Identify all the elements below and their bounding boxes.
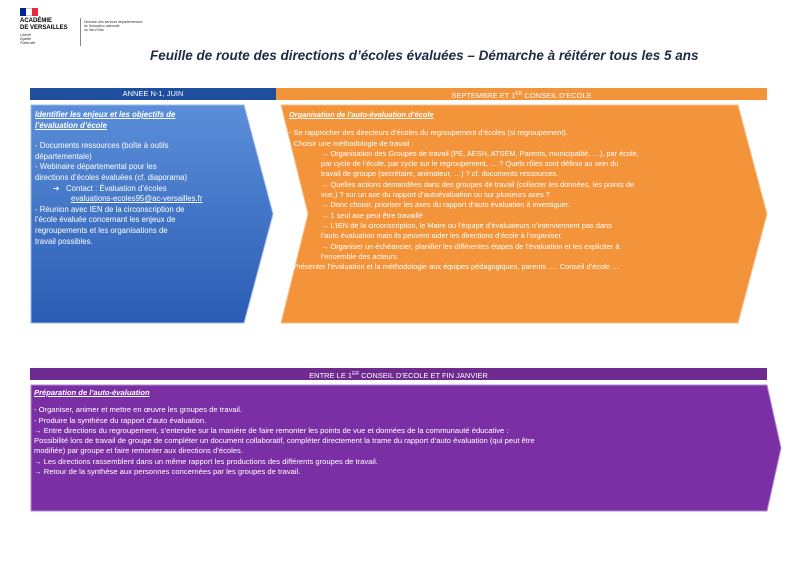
banner-septembre xyxy=(276,88,767,100)
orange-sub-line: → Quelles actions demandées dans des groupes de travail (collecter les données, les points de xyxy=(321,179,635,189)
orange-heading: Organisation de l’auto-évaluation d’école xyxy=(289,110,434,119)
orange-sub-line: → 1 seul axe peut être travaillé xyxy=(321,210,423,220)
blue-heading-2: l’évaluation d’école xyxy=(35,120,107,130)
orange-sub-line: → Organiser un échéancier, planifier les différentes étapes de l’évaluation et les expliciter à xyxy=(321,241,620,251)
purple-line: → Les directions rassemblent dans un même rapport les productions des différents groupes de travail. xyxy=(34,456,378,466)
purple-line: → Retour de la synthèse aux personnes concernées par les groupes de travail. xyxy=(34,467,301,477)
purple-line: - Produire la synthèse du rapport d’auto évaluation. xyxy=(34,415,207,425)
blue-line: départementale) xyxy=(35,151,92,161)
blue-line: travail possibles. xyxy=(35,236,93,246)
banner-conseil-janvier xyxy=(30,368,767,380)
orange-sub-line: par cycle de l’école, par cycle sur le regroupement, … ? Quels rôles sont définis au sein du xyxy=(321,159,619,169)
banner-purple-sup: ER xyxy=(352,371,360,377)
logo-title: ACADÉMIE DE VERSAILLES xyxy=(20,18,68,31)
academie-logo xyxy=(20,8,150,56)
orange-sub-line: travail de groupe (secrétaire, animateur, …) ? cf. documents ressources. xyxy=(321,169,559,179)
blue-line: directions d’écoles évaluées (cf. diaporama) xyxy=(35,172,188,182)
orange-line: - Se rapprocher des directeurs d’écoles du regroupement d’écoles (si regroupement). xyxy=(289,128,568,138)
banner-septembre-main: SEPTEMBRE ET 1 xyxy=(451,91,516,100)
banner-septembre-sup: ER xyxy=(515,91,523,97)
purple-line: - Organiser, animer et mettre en œuvre les groupes de travail. xyxy=(34,405,243,415)
banner-annee-juin: ANNEE N-1, JUIN xyxy=(30,88,276,100)
logo-direction: Direction des services départementaux de l'éducation nationale du Val-d'Oise xyxy=(84,20,143,32)
purple-line: Possibilité lors de travail de groupe de compléter un document collaboratif, compléter directement la trame du rapport d’auto évaluation (qui peut être xyxy=(34,436,535,446)
blue-line: - Webinaire départemental pour les xyxy=(35,162,157,172)
blue-line: regroupements et les organisations de xyxy=(35,225,168,235)
orange-sub-line: l’ensemble des acteurs. xyxy=(321,251,399,261)
logo-divider xyxy=(80,18,81,46)
orange-line: - Présenter l’évaluation et la méthodologie aux équipes pédagogiques, parents …. Conseil d’école … xyxy=(289,262,620,272)
blue-line: l’école évaluée concernant les enjeux de xyxy=(35,215,176,225)
purple-line: → Entre directions du regroupement, s’entendre sur la manière de faire remonter les points de vue et données de la communauté éducative : xyxy=(34,425,509,435)
blue-line: - Réunion avec IEN de la circonscription de xyxy=(35,204,185,214)
orange-sub-line: vue,) ? sur un axe du rapport d’autoévaluation ou sur plusieurs axes ? xyxy=(321,190,550,200)
purple-line: modifiée) par groupe et faire remonter aux directions d’écoles. xyxy=(34,446,243,456)
orange-sub-line: → Donc choisir, prioriser les axes du rapport d’auto évaluation à investiguer. xyxy=(321,200,570,210)
contact-email-link[interactable]: evaluations-ecoles95@ac-versailles.fr xyxy=(71,194,203,204)
banner-purple-rest: CONSEIL D’ECOLE ET FIN JANVIER xyxy=(359,371,488,380)
box-organisation-autoevaluation xyxy=(280,104,768,324)
contact-label: Contact : Évaluation d’écoles xyxy=(66,183,167,193)
orange-sub-line: → L’IEN de la circonscription, le Maire ou l’équipe d’évaluateurs n’interviennent pas dans xyxy=(321,220,612,230)
french-flag-icon xyxy=(20,8,38,16)
purple-heading: Préparation de l’auto-évaluation xyxy=(34,388,150,397)
banner-septembre-rest: CONSEIL D’ECOLE xyxy=(522,91,592,100)
box-preparation-autoevaluation xyxy=(30,384,782,512)
contact-line xyxy=(35,184,247,195)
blue-heading-1: Identifier les enjeux et les objectifs de xyxy=(35,110,176,119)
banner-purple-main: ENTRE LE 1 xyxy=(309,371,353,380)
orange-line: - Choisir une méthodologie de travail : xyxy=(289,138,414,148)
blue-line: - Documents ressources (boîte à outils xyxy=(35,141,169,151)
page-title: Feuille de route des directions d’écoles évaluées – Démarche à réitérer tous les 5 ans xyxy=(150,48,699,63)
logo-motto: Liberté Égalité Fraternité xyxy=(20,33,36,45)
arrow-right-icon: ➔ xyxy=(53,183,60,193)
box-identifier-enjeux xyxy=(30,104,274,324)
orange-sub-line: l’auto évaluation mais ils peuvent aider les directions d’école à l’organiser. xyxy=(321,231,563,241)
orange-sub-line: → Organisation des Groupes de travail (PE, AESH, ATSEM, Parents, municipalité, …), par école, xyxy=(321,148,639,158)
